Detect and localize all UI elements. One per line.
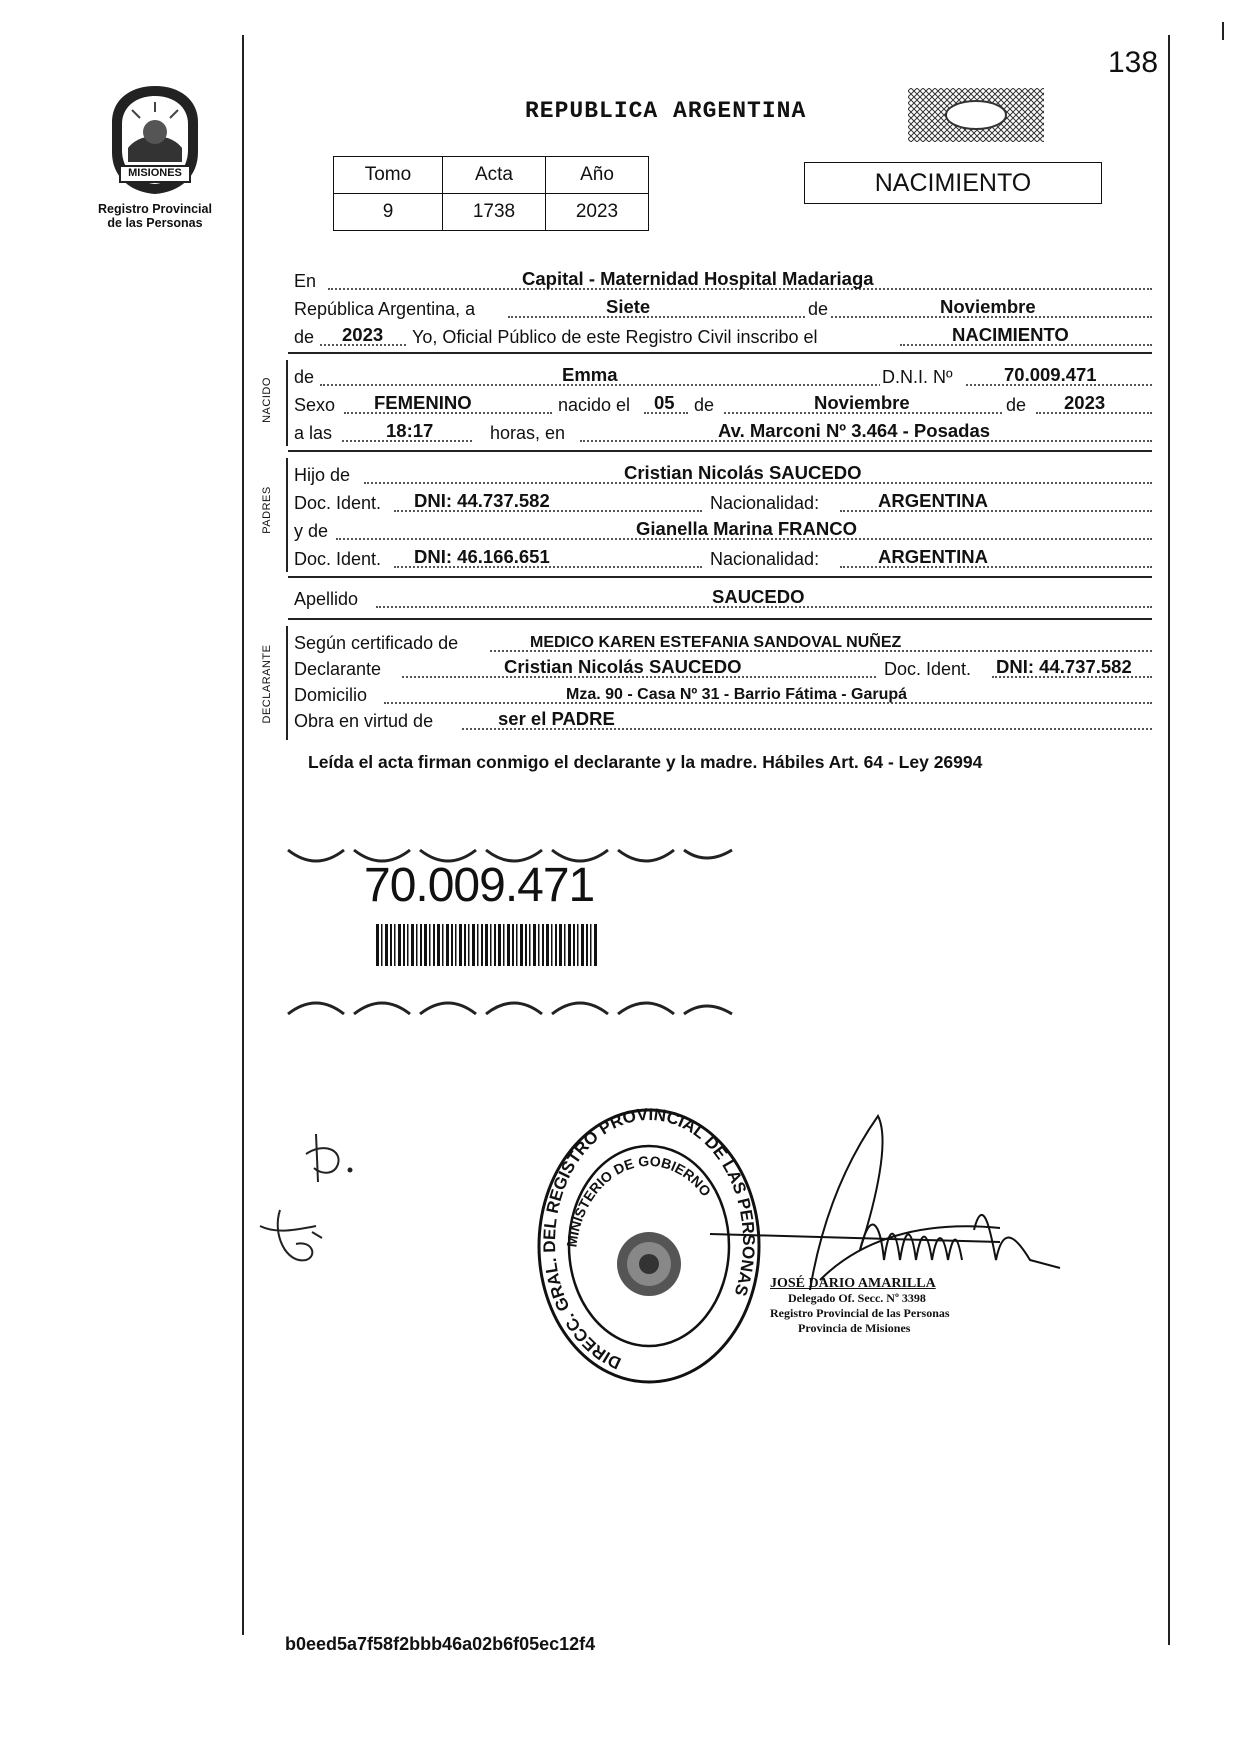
- declarante-bracket: [286, 626, 288, 740]
- provincial-logo: [100, 82, 210, 198]
- value-day: Siete: [606, 296, 651, 317]
- value-time: 18:17: [386, 420, 434, 441]
- value-inscribed: NACIMIENTO: [952, 324, 1069, 345]
- value-apellido: SAUCEDO: [712, 586, 805, 607]
- label-apellido: Apellido: [294, 589, 359, 609]
- value-birth-day: 05: [654, 392, 675, 413]
- nacido-bracket: [286, 360, 288, 446]
- value-place: Capital - Maternidad Hospital Madariaga: [522, 268, 874, 289]
- header-anio: Año: [545, 157, 648, 194]
- value-mother-doc: DNI: 46.166.651: [414, 546, 550, 567]
- label-de-2: de: [1006, 395, 1027, 415]
- id-number-large: 70.009.471: [364, 859, 595, 912]
- label-father-nat: Nacionalidad:: [710, 493, 820, 513]
- value-month: Noviembre: [940, 296, 1036, 317]
- label-father-doc: Doc. Ident.: [294, 493, 382, 513]
- record-type-box: NACIMIENTO: [804, 162, 1102, 204]
- label-hijo-de: Hijo de: [294, 465, 351, 485]
- label-horas-en: horas, en: [490, 423, 566, 443]
- record-table-header-row: [334, 157, 649, 194]
- value-father-name: Cristian Nicolás SAUCEDO: [624, 462, 862, 483]
- row-inscripcion: [294, 324, 1152, 350]
- document-hash: b0eed5a7f58f2bbb46a02b6f05ec12f4: [285, 1634, 596, 1654]
- country-title: REPUBLICA ARGENTINA: [525, 98, 807, 124]
- row-domicilio: [294, 682, 1152, 708]
- row-declarante: [294, 656, 1152, 682]
- row-nombre: [294, 364, 1152, 390]
- row-en: [294, 268, 1152, 294]
- official-role: Delegado Of. Secc. Nº 3398: [788, 1291, 926, 1305]
- rule-before-nacido: [288, 352, 1152, 354]
- label-dni: D.N.I. Nº: [882, 367, 953, 387]
- row-fecha: [294, 296, 1152, 322]
- value-declarante-name: Cristian Nicolás SAUCEDO: [504, 656, 742, 677]
- row-hora: [294, 420, 1152, 446]
- row-obra: [294, 708, 1152, 734]
- stamp-shield-icon: [617, 1232, 681, 1296]
- label-republica: República Argentina, a: [294, 299, 476, 319]
- row-madre-doc: [294, 546, 1152, 572]
- section-label-padres: PADRES: [261, 486, 273, 534]
- label-mother-doc: Doc. Ident.: [294, 549, 382, 569]
- label-obra: Obra en virtud de: [294, 711, 434, 731]
- value-year: 2023: [342, 324, 384, 345]
- official-signature: [700, 1110, 1080, 1300]
- stamp-outer-text: DIRECC. GRAL. DEL REGISTRO PROVINCIAL DE LAS PERSONAS: [539, 1108, 759, 1373]
- value-tomo: 9: [334, 194, 443, 231]
- right-margin-line: [1168, 35, 1170, 1645]
- padres-bracket: [286, 458, 288, 572]
- value-sexo: FEMENINO: [374, 392, 472, 413]
- row-padre-doc: [294, 490, 1152, 516]
- handwritten-mark-1: [298, 1128, 358, 1188]
- record-table-value-row: [334, 194, 649, 231]
- value-certificado: MEDICO KAREN ESTEFANIA SANDOVAL NUÑEZ: [530, 634, 902, 651]
- label-y-de: y de: [294, 521, 329, 541]
- id-barcode-block: [286, 832, 736, 1022]
- issuer-line-1: Registro Provincial: [98, 202, 212, 216]
- row-madre: [294, 518, 1152, 544]
- security-pattern: [908, 88, 1044, 142]
- label-sexo: Sexo: [294, 395, 336, 415]
- value-declarante-doc: DNI: 44.737.582: [996, 656, 1132, 677]
- value-child-name: Emma: [562, 364, 618, 385]
- value-birth-month: Noviembre: [814, 392, 910, 413]
- closing-text: Leída el acta firman conmigo el declarante y la madre. Hábiles Art. 64 - Ley 26994: [308, 752, 983, 772]
- label-certificado: Según certificado de: [294, 633, 459, 653]
- value-obra: ser el PADRE: [498, 708, 615, 729]
- record-number-table: [333, 156, 649, 231]
- issuer-line-2: de las Personas: [107, 216, 203, 230]
- header-tomo: Tomo: [334, 157, 443, 194]
- official-title-block: [770, 1276, 1070, 1336]
- label-mother-nat: Nacionalidad:: [710, 549, 820, 569]
- barcode: [376, 924, 597, 966]
- section-label-nacido: NACIDO: [261, 377, 273, 423]
- logo-seal-text: MISIONES: [128, 167, 182, 179]
- label-de-name: de: [294, 367, 315, 387]
- label-de-1: de: [694, 395, 715, 415]
- label-nacido-el: nacido el: [558, 395, 631, 415]
- rule-before-declarante: [288, 618, 1152, 620]
- official-office: Registro Provincial de las Personas: [770, 1306, 950, 1320]
- value-mother-nat: ARGENTINA: [878, 546, 988, 567]
- page-number: 138: [1108, 46, 1159, 79]
- value-father-doc: DNI: 44.737.582: [414, 490, 550, 511]
- value-domicilio: Mza. 90 - Casa Nº 31 - Barrio Fátima - Garupá: [566, 686, 908, 703]
- header-acta: Acta: [442, 157, 545, 194]
- row-sexo: [294, 392, 1152, 418]
- value-mother-name: Gianella Marina FRANCO: [636, 518, 858, 539]
- rule-before-padres: [288, 450, 1152, 452]
- stamp-inner-text: MINISTERIO DE GOBIERNO: [563, 1152, 715, 1249]
- value-birth-year: 2023: [1064, 392, 1106, 413]
- value-father-nat: ARGENTINA: [878, 490, 988, 511]
- row-certificado: [294, 630, 1152, 656]
- label-a-las: a las: [294, 423, 333, 443]
- label-de-year: de: [294, 327, 315, 347]
- left-margin-line: [242, 35, 244, 1635]
- value-acta: 1738: [442, 194, 545, 231]
- row-apellido: [294, 586, 1152, 612]
- row-padre: [294, 462, 1152, 488]
- official-name: JOSÉ DARIO AMARILLA: [770, 1276, 936, 1291]
- statement-text: Yo, Oficial Público de este Registro Civil inscribo el: [412, 327, 818, 347]
- value-child-dni: 70.009.471: [1004, 364, 1097, 385]
- label-declarante-doc: Doc. Ident.: [884, 659, 972, 679]
- corner-mark: [1222, 22, 1224, 40]
- value-anio: 2023: [545, 194, 648, 231]
- rule-before-apellido: [288, 576, 1152, 578]
- label-en: En: [294, 271, 317, 291]
- issuer-name: [80, 202, 230, 230]
- section-label-declarante: DECLARANTE: [261, 644, 273, 724]
- label-domicilio: Domicilio: [294, 685, 368, 705]
- value-birth-address: Av. Marconi Nº 3.464 - Posadas: [718, 420, 991, 441]
- handwritten-mark-2: [256, 1204, 346, 1274]
- official-province: Provincia de Misiones: [798, 1321, 911, 1335]
- label-declarante: Declarante: [294, 659, 382, 679]
- guilloche-bottom: [288, 1003, 732, 1014]
- label-de: de: [808, 299, 829, 319]
